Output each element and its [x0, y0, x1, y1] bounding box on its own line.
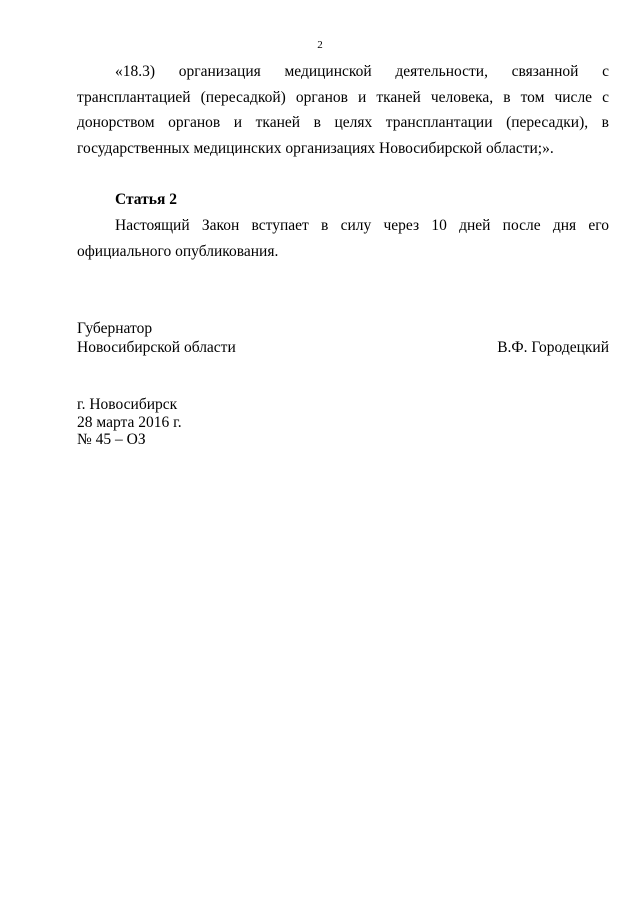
signatory-title-line2: Новосибирской области — [77, 339, 236, 356]
adoption-place: г. Новосибирск — [77, 396, 178, 413]
law-number: № 45 – ОЗ — [77, 431, 146, 448]
signatory-line — [77, 338, 609, 357]
amendment-paragraph: «18.3) организация медицинской деятельности, связанной с трансплантацией (пересадкой) органов и тканей человека, в том числе с донорством органов и тканей в целях трансплантации (пересадки), в государственных медицинских организациях Новосибирской области;». — [77, 63, 609, 157]
signatory-title-line1: Губернатор — [77, 320, 153, 337]
signature-block — [77, 319, 609, 357]
article-body-paragraph: Настоящий Закон вступает в силу через 10 дней после дня его официального опубликования. — [77, 217, 609, 260]
adoption-details — [77, 396, 182, 449]
signatory-name: В.Ф. Городецкий — [497, 339, 609, 356]
article-heading: Статья 2 — [115, 191, 177, 208]
page-number: 2 — [317, 39, 323, 51]
adoption-date: 28 марта 2016 г. — [77, 413, 182, 431]
